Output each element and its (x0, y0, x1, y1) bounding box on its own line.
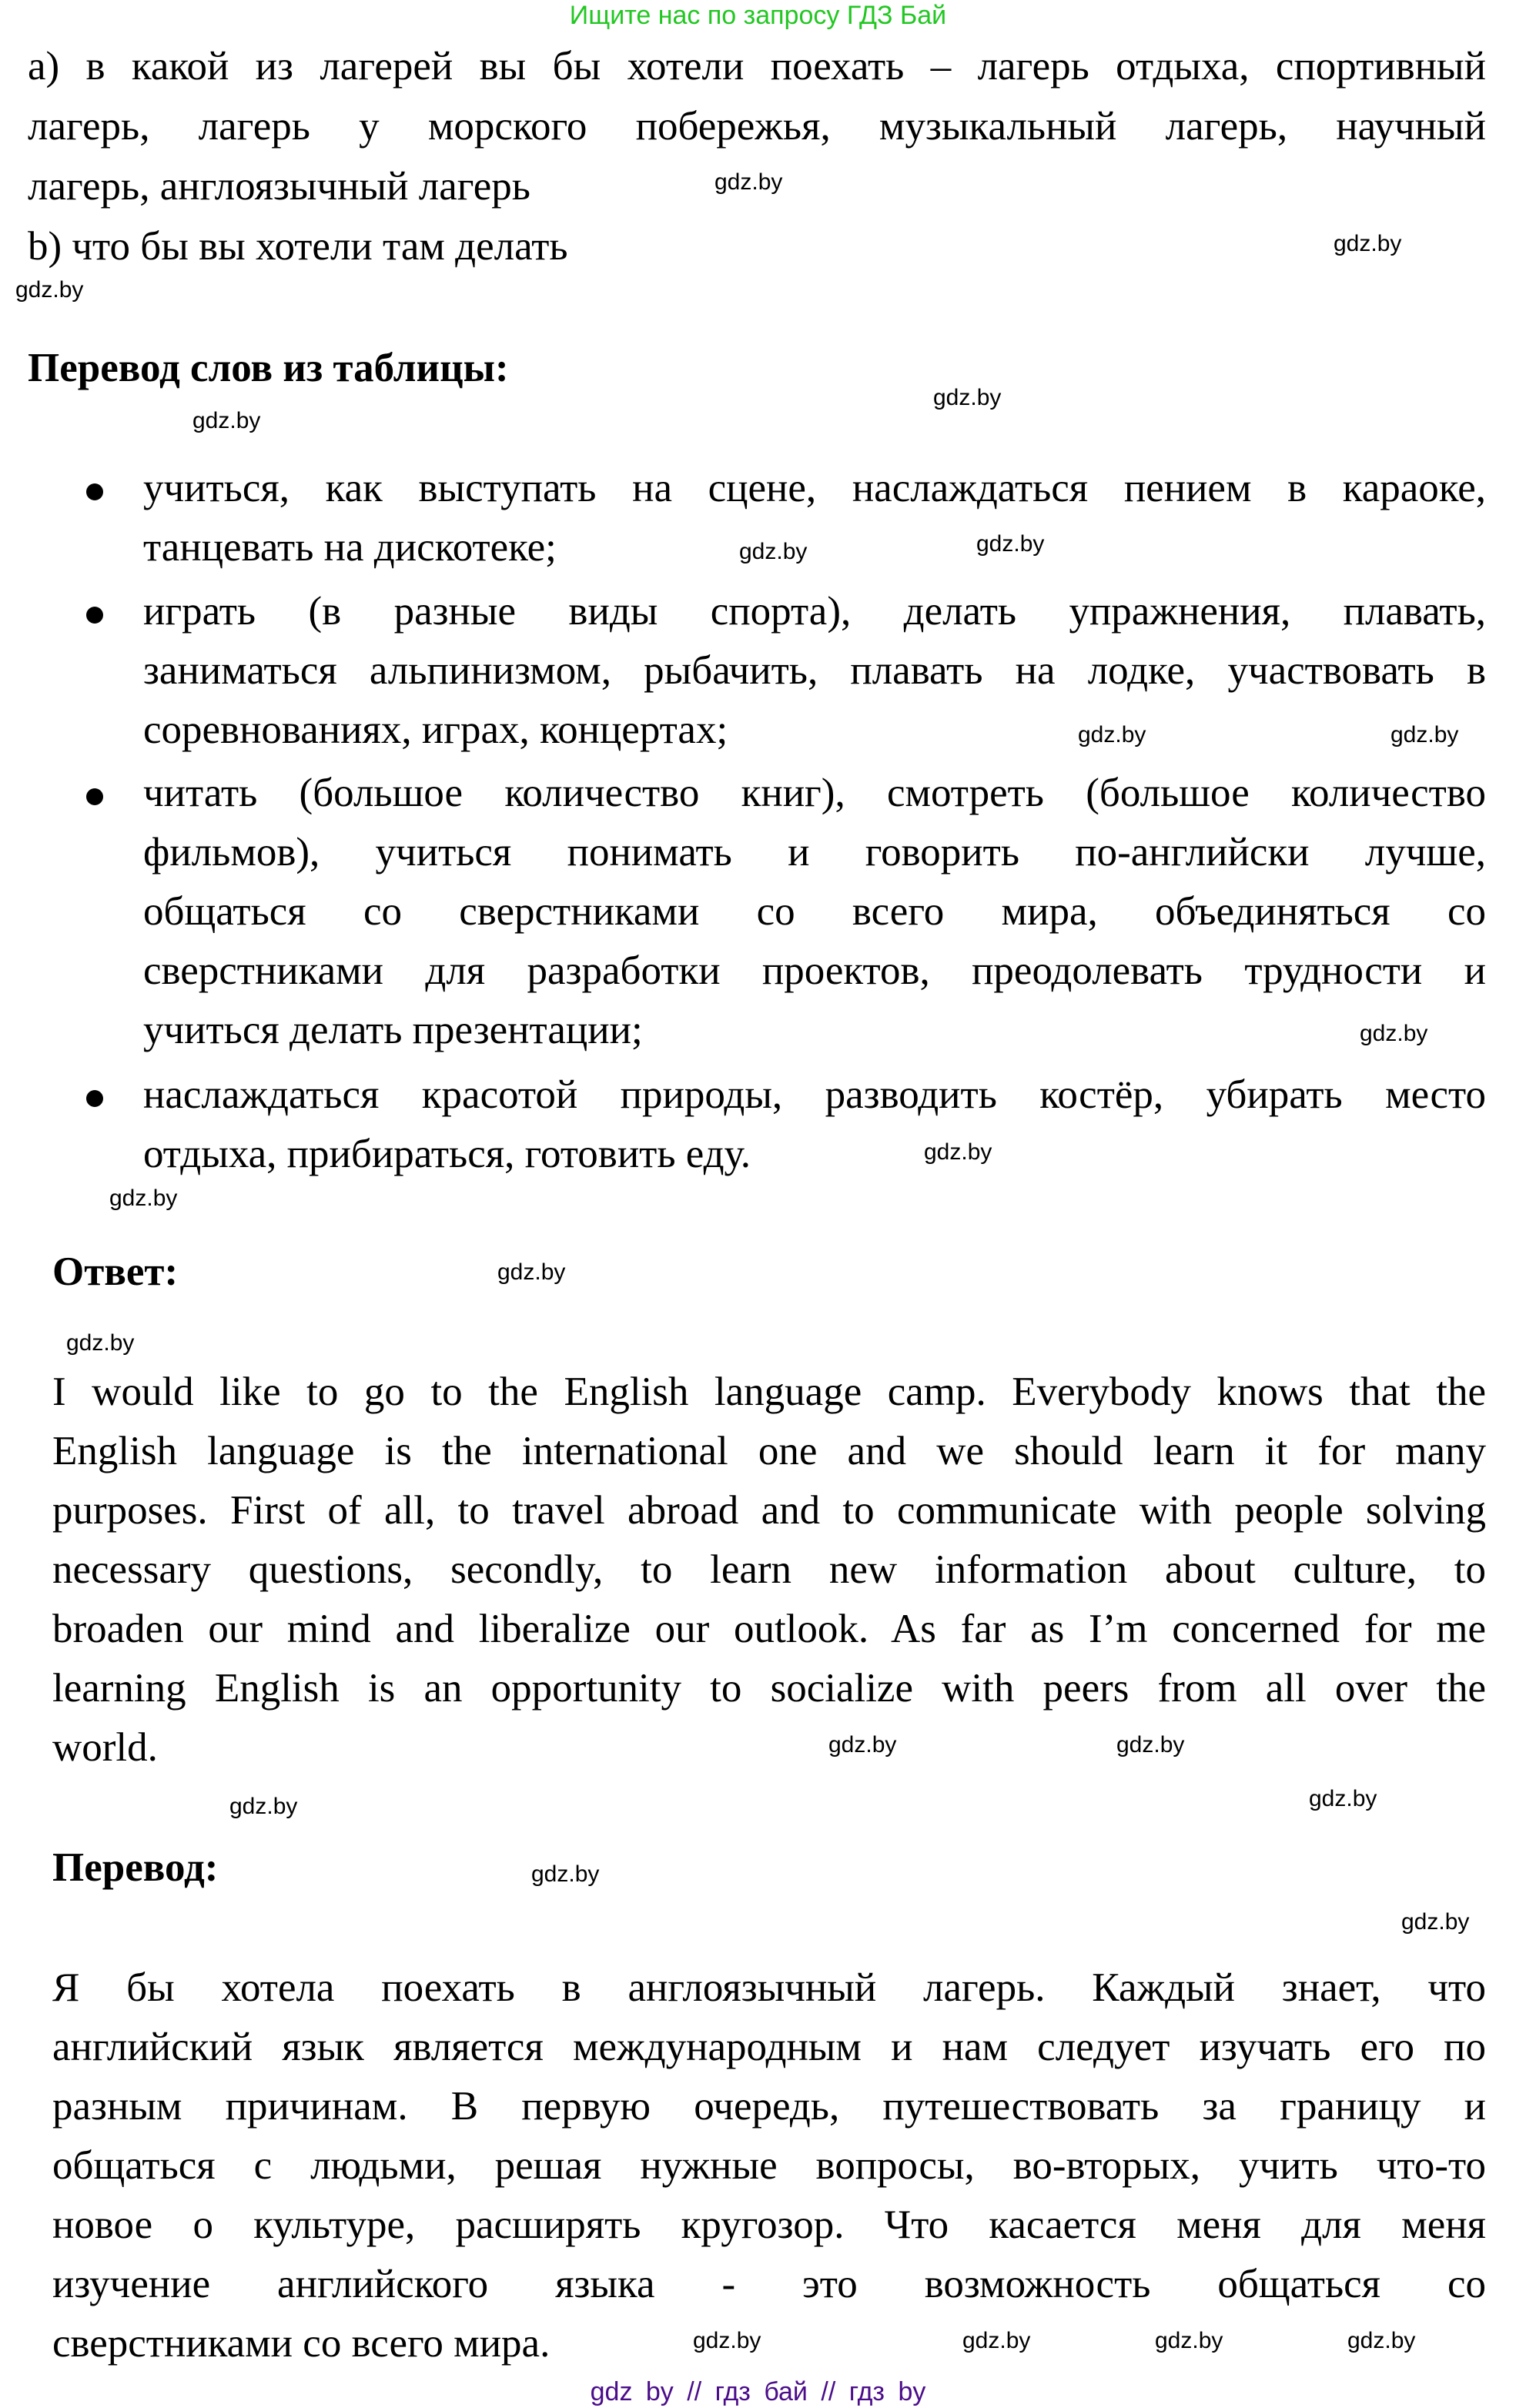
perevod-line: общаться с людьми, решая нужные вопросы, во-вторых, учить что-то (52, 2143, 1486, 2188)
answer-line: necessary questions, secondly, to learn new information about culture, to (52, 1547, 1486, 1592)
answer-line: broaden our mind and liberalize our outlook. As far as I’m concerned for me (52, 1607, 1486, 1651)
bullet-line: сверстниками для разработки проектов, преодолевать трудности и (143, 948, 1486, 993)
bullet-line: играть (в разные виды спорта), делать упражнения, плавать, (143, 589, 1486, 634)
perevod-line: новое о культуре, расширять кругозор. Что касается меня для меня (52, 2202, 1486, 2247)
answer-heading: Ответ: (52, 1249, 179, 1294)
bullet-line: отдыха, прибираться, готовить еду. (143, 1132, 751, 1176)
perevod-line: изучение английского языка - это возможность общаться со (52, 2262, 1486, 2306)
answer-line: purposes. First of all, to travel abroad and to communicate with people solving (52, 1488, 1486, 1533)
watermark: gdz.by (1360, 1021, 1428, 1046)
watermark: gdz.by (229, 1794, 298, 1819)
bullet-line: читать (большое количество книг), смотреть (большое количество (143, 771, 1486, 815)
footer-links: gdz by // гдз бай // гдз by (590, 2377, 926, 2406)
watermark: gdz.by (1078, 722, 1146, 747)
bullet-icon (86, 788, 103, 805)
watermark: gdz.by (1347, 2328, 1416, 2353)
bullet-line: соревнованиях, играх, концертах; (143, 707, 728, 752)
answer-line: world. (52, 1725, 158, 1770)
watermark: gdz.by (1155, 2328, 1223, 2353)
bullet-icon (86, 483, 103, 500)
watermark: gdz.by (976, 531, 1045, 557)
perevod-line: английский язык является международным и нам следует изучать его по (52, 2025, 1486, 2069)
answer-line: English language is the international one and we should learn it for many (52, 1429, 1486, 1473)
bullet-line: общаться со сверстниками со всего мира, объединяться со (143, 889, 1486, 934)
translation-heading: Перевод слов из таблицы: (28, 346, 509, 390)
watermark: gdz.by (109, 1186, 178, 1211)
bullet-line: учиться делать презентации; (143, 1008, 643, 1052)
task-a-line: лагерь, лагерь у морского побережья, музыкальный лагерь, научный (28, 104, 1486, 149)
search-banner: Ищите нас по запросу ГДЗ Бай (569, 1, 947, 30)
watermark: gdz.by (15, 277, 84, 303)
answer-line: I would like to go to the English language camp. Everybody knows that the (52, 1370, 1486, 1414)
watermark: gdz.by (1401, 1909, 1470, 1935)
watermark: gdz.by (531, 1861, 600, 1887)
bullet-line: фильмов), учиться понимать и говорить по-английски лучше, (143, 830, 1486, 875)
watermark: gdz.by (739, 539, 808, 564)
bullet-line: наслаждаться красотой природы, разводить костёр, убирать место (143, 1072, 1486, 1117)
bullet-line: заниматься альпинизмом, рыбачить, плавать на лодке, участвовать в (143, 648, 1486, 693)
task-a-line: лагерь, англоязычный лагерь (28, 164, 530, 209)
watermark: gdz.by (497, 1259, 566, 1285)
bullet-icon (86, 607, 103, 624)
watermark: gdz.by (933, 385, 1002, 410)
watermark: gdz.by (66, 1330, 135, 1356)
watermark: gdz.by (714, 169, 783, 195)
bullet-line: учиться, как выступать на сцене, наслаждаться пением в караоке, (143, 466, 1486, 510)
bullet-icon (86, 1090, 103, 1107)
bullet-line: танцевать на дискотеке; (143, 525, 557, 570)
watermark: gdz.by (192, 408, 261, 433)
answer-line: learning English is an opportunity to socialize with peers from all over the (52, 1666, 1486, 1711)
watermark: gdz.by (1391, 722, 1459, 747)
task-b-line: b) что бы вы хотели там делать (28, 224, 568, 269)
watermark: gdz.by (1116, 1732, 1185, 1758)
perevod-heading: Перевод: (52, 1845, 219, 1890)
watermark: gdz.by (1309, 1786, 1377, 1811)
watermark: gdz.by (828, 1732, 897, 1758)
perevod-line: сверстниками со всего мира. (52, 2321, 551, 2366)
perevod-line: Я бы хотела поехать в англоязычный лагерь. Каждый знает, что (52, 1965, 1486, 2010)
watermark: gdz.by (924, 1139, 992, 1165)
task-a-line: а) в какой из лагерей вы бы хотели поехать – лагерь отдыха, спортивный (28, 44, 1486, 89)
watermark: gdz.by (1334, 231, 1402, 256)
watermark: gdz.by (962, 2328, 1031, 2353)
perevod-line: разным причинам. В первую очередь, путешествовать за границу и (52, 2084, 1486, 2129)
watermark: gdz.by (693, 2328, 761, 2353)
